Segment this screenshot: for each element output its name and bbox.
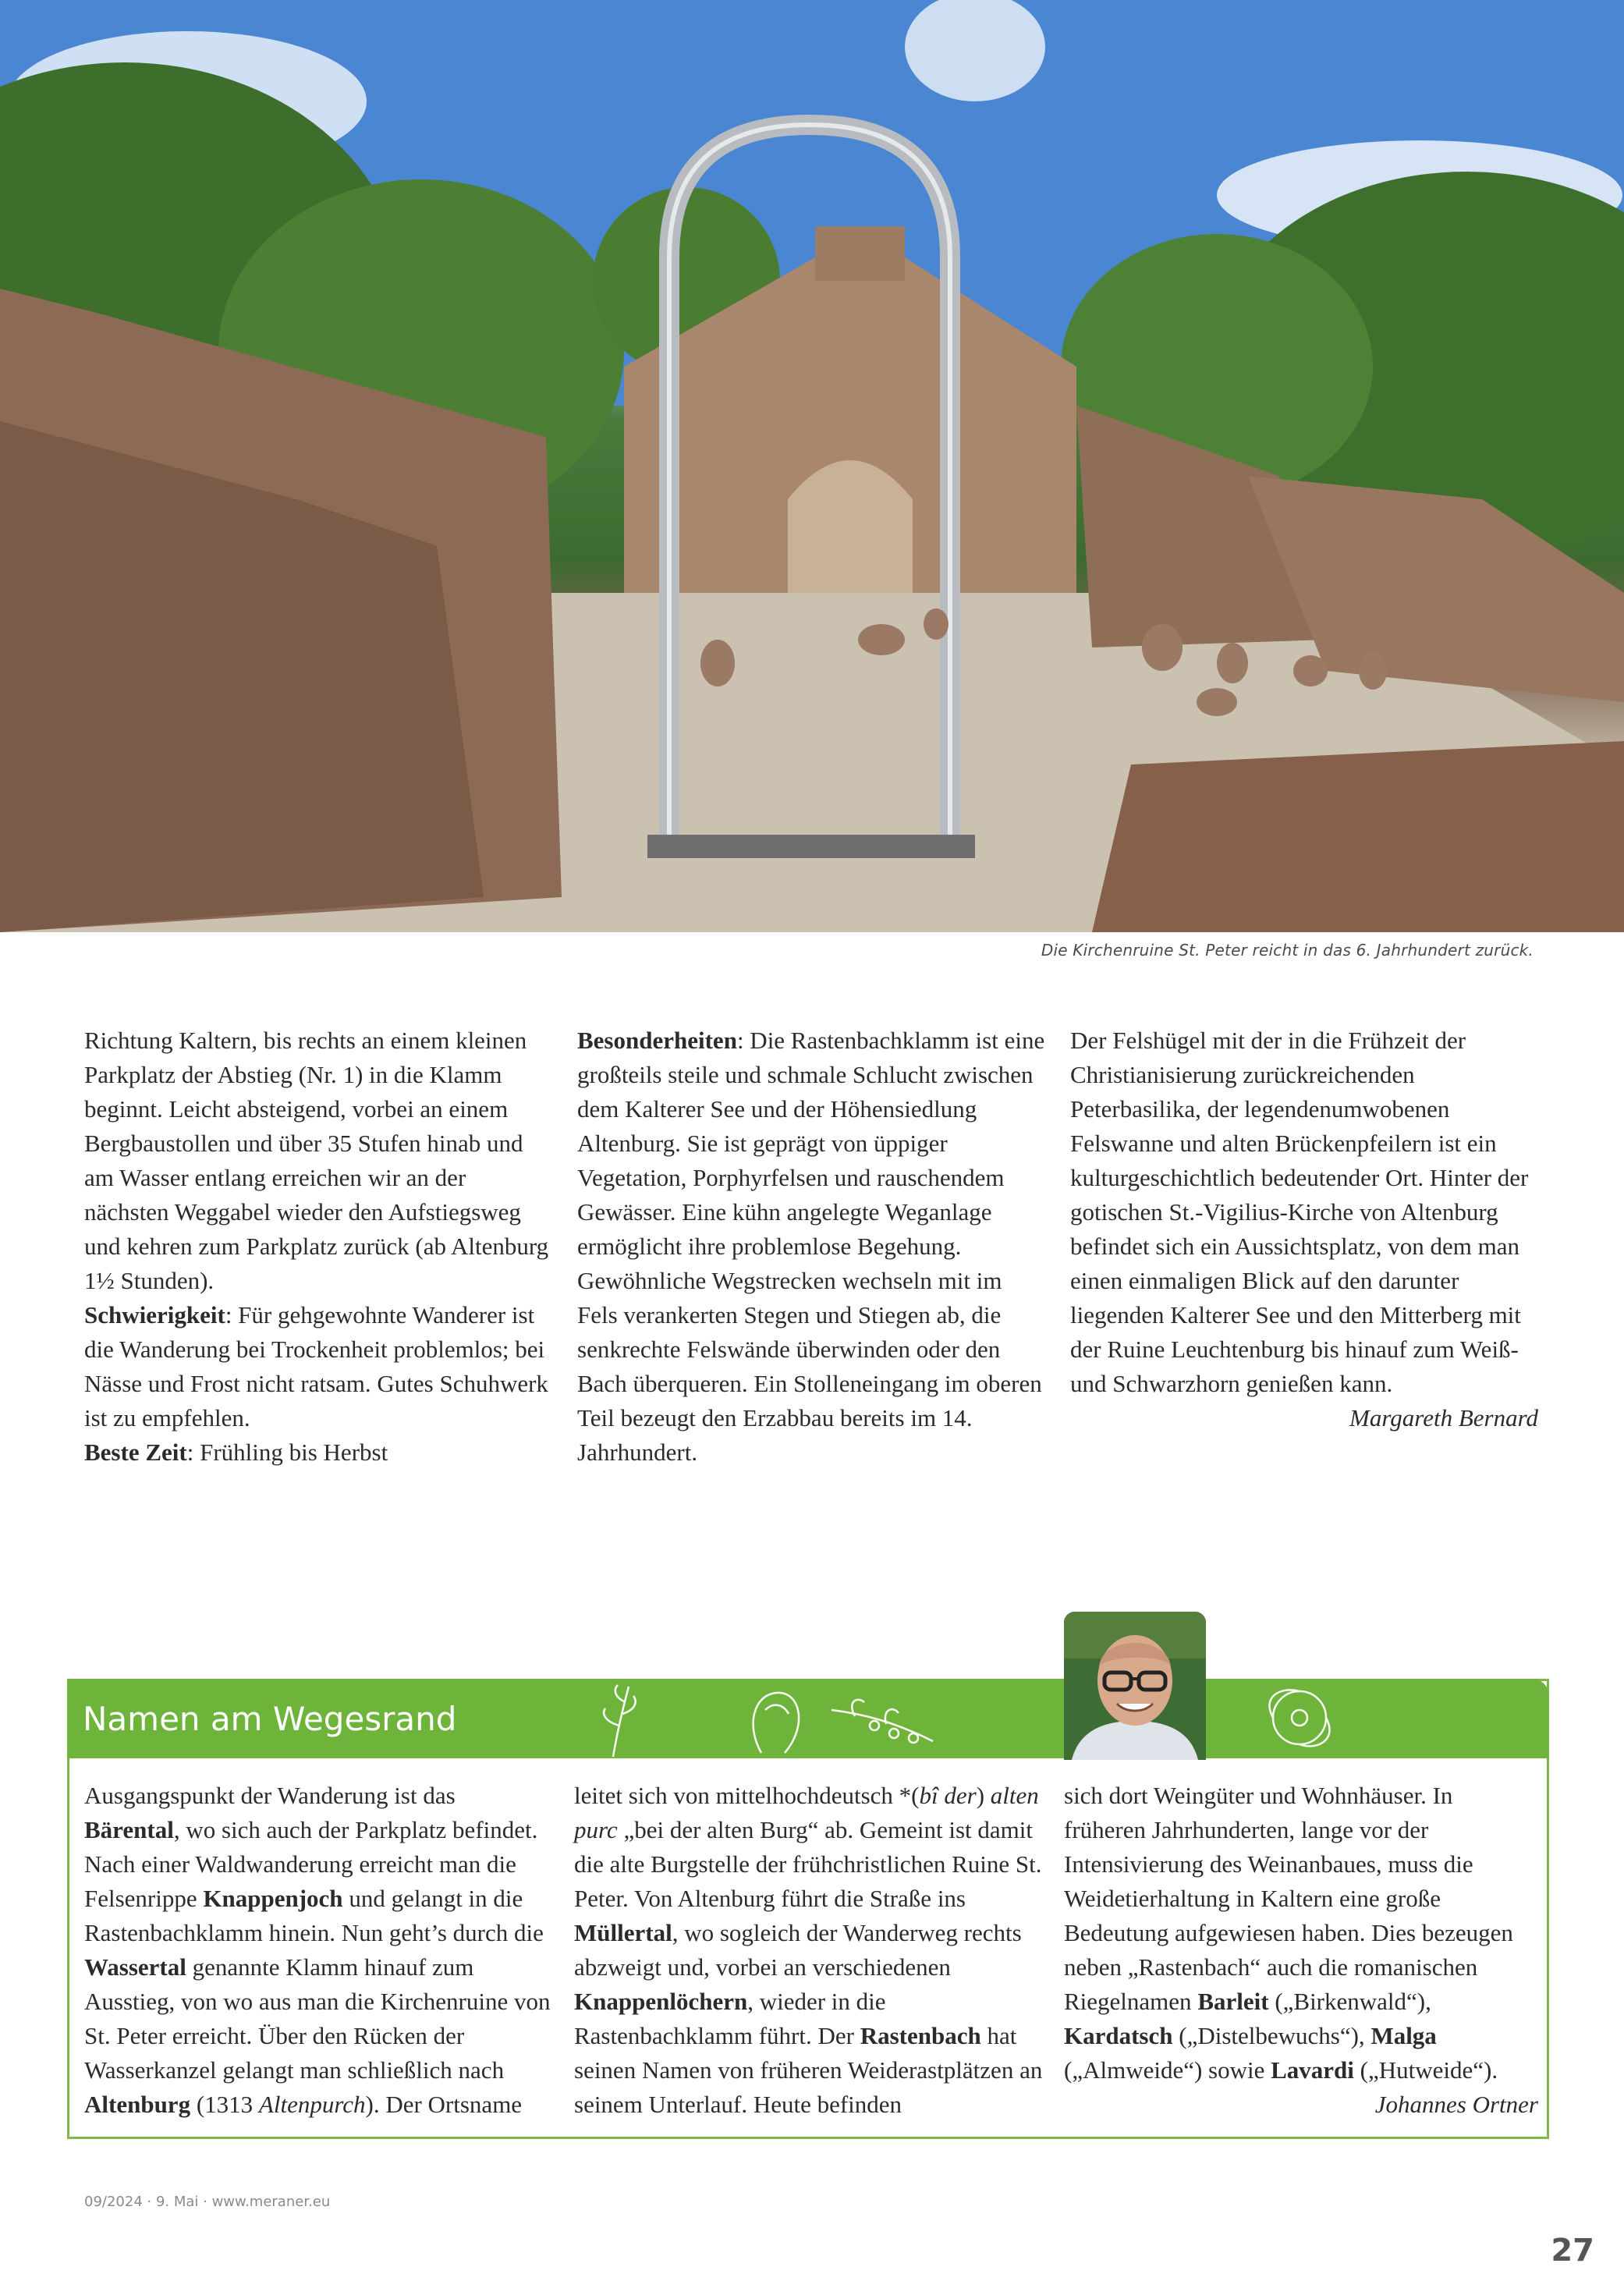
route-paragraph: Richtung Kaltern, bis rechts an einem kleinen Parkplatz der Abstieg (Nr. 1) in die Klamm beginnt. Leicht absteigend, vorbei an einem Bergbaustollen und über 35 Stufen hinab und am Wasser entlang erreichen wir an der nächsten Weggabel wieder den Aufstiegsweg und kehren zum Parkplatz zurück (ab Altenburg 1½ Stunden). bbox=[84, 1027, 549, 1294]
place-name-rastenbach: Rastenbach bbox=[860, 2022, 981, 2049]
text-run: hat seinen Namen von früheren Weiderastplätzen an seinem Unterlauf. Heute befinden bbox=[574, 2022, 1043, 2118]
text-run: und gelangt in die Rastenbachklamm hinein. Nun geht’s durch die bbox=[84, 1885, 544, 1946]
place-name-barleit: Barleit bbox=[1197, 1988, 1269, 2015]
best-time-text: : Frühling bis Herbst bbox=[186, 1438, 388, 1466]
box-col1-text bbox=[84, 1779, 552, 2122]
author-portrait bbox=[1064, 1612, 1206, 1760]
place-name-muellertal: Müllertal bbox=[574, 1919, 672, 1946]
names-box-title: Namen am Wegesrand bbox=[83, 1700, 457, 1738]
church-ruin-photo bbox=[0, 0, 1624, 932]
article-column-2 bbox=[577, 1023, 1045, 1470]
best-time-label: Beste Zeit bbox=[84, 1438, 187, 1466]
text-run: („Hutweide“). bbox=[1353, 2056, 1498, 2084]
place-name-malga: Malga bbox=[1370, 2022, 1437, 2049]
author-photo-icon bbox=[1064, 1612, 1206, 1760]
text-run: (1313 bbox=[190, 2091, 259, 2118]
text-run: („Distelbewuchs“), bbox=[1172, 2022, 1371, 2049]
text-run: („Birkenwald“), bbox=[1268, 1988, 1431, 2015]
text-run: , wieder in die Rastenbachklamm führt. Der bbox=[574, 1988, 886, 2049]
article-column-1 bbox=[84, 1023, 552, 1470]
etymology-term: bî der bbox=[919, 1782, 977, 1809]
text-run: leitet sich von mittelhochdeutsch *( bbox=[574, 1782, 920, 1809]
box-col3-text bbox=[1064, 1779, 1538, 2088]
place-name-lavardi: Lavardi bbox=[1271, 2056, 1354, 2084]
place-name-baerental: Bärental bbox=[84, 1816, 174, 1843]
church-ruin-illustration bbox=[0, 0, 1624, 932]
special-paragraph bbox=[577, 1023, 1045, 1470]
place-name-knappenloecher: Knappenlöchern bbox=[574, 1988, 748, 2015]
text-run: , wo sich auch der Parkplatz befindet. Nach einer Waldwanderung erreicht man die Felsenrippe bbox=[84, 1816, 538, 1912]
text-run: ). Der Ortsname bbox=[365, 2091, 523, 2118]
best-time-paragraph bbox=[84, 1435, 552, 1470]
place-name-kardatsch: Kardatsch bbox=[1064, 2022, 1173, 2049]
box-col2-text: leitet sich von mittelhochdeutsch *(bî der) alten purc „bei der alten Burg“ ab. Gemeint ist damit die alte Burgstelle der frühchristlichen Ruine St. Peter. Von Altenburg führt die Straße ins Müllertal, wo sogleich der Wanderweg rechts abzweigt und, vorbei an verschiedenen Knappenlöchern, wieder in die Rastenbachklamm führt. Der Rastenbach hat seinen Namen von früheren Weiderastplätzen an seinem Unterlauf. Heute befinden bbox=[574, 1782, 1043, 2118]
box-column-3 bbox=[1064, 1779, 1538, 2122]
difficulty-label: Schwierigkeit bbox=[84, 1301, 225, 1329]
special-label: Besonderheiten bbox=[577, 1027, 737, 1054]
page-number: 27 bbox=[1551, 2233, 1594, 2269]
difficulty-text: : Für gehgewohnte Wanderer ist die Wanderung bei Trockenheit problemlos; bei Nässe und Frost nicht ratsam. Gutes Schuhwerk ist zu empfehlen. bbox=[84, 1301, 548, 1431]
historic-name: Altenpurch bbox=[258, 2091, 366, 2118]
etymology-term: alten purc bbox=[574, 1782, 1039, 1843]
text-run: genannte Klamm hinauf zum Ausstieg, von wo aus man die Kirchenruine von St. Peter erreicht. Über den Rücken der Wasserkanzel gelangt man schließlich nach bbox=[84, 1953, 551, 2084]
text-run: „bei der alten Burg“ ab. Gemeint ist damit die alte Burgstelle der frühchristlichen Ruine St. Peter. Von Altenburg führt die Straße ins bbox=[574, 1816, 1042, 1912]
text-run: , wo sogleich der Wanderweg rechts abzweigt und, vorbei an verschiedenen bbox=[574, 1919, 1022, 1981]
issue-footer: 09/2024 · 9. Mai · www.meraner.eu bbox=[84, 2194, 331, 2210]
box-author: Johannes Ortner bbox=[1374, 2091, 1538, 2118]
difficulty-paragraph bbox=[84, 1298, 552, 1435]
photo-caption: Die Kirchenruine St. Peter reicht in das 6. Jahrhundert zurück. bbox=[1041, 941, 1534, 960]
article-column-3 bbox=[1070, 1023, 1538, 1435]
place-name-knappenjoch: Knappenjoch bbox=[203, 1885, 343, 1912]
place-name-wassertal: Wassertal bbox=[84, 1953, 186, 1981]
text-run: („Almweide“) sowie bbox=[1064, 2056, 1271, 2084]
place-name-altenburg: Altenburg bbox=[84, 2091, 191, 2118]
special-text: : Die Rastenbachklamm ist eine großteils steile und schmale Schlucht zwischen dem Kalterer See und der Höhensiedlung Altenburg. Sie ist geprägt von üppiger Vegetation, Porphyrfelsen und rauschendem Gewässer. Eine kühn angelegte Weganlage ermöglicht ihre problemlose Begehung. Gewöhnliche Wegstrecken wechseln mit im Fels verankerten Stegen und Stiegen ab, die senkrechte Felswände überwinden oder den Bach überqueren. Ein Stolleneingang im oberen Teil bezeugt den Erzabbau bereits im 14. Jahrhundert. bbox=[577, 1027, 1045, 1466]
box-column-1 bbox=[84, 1779, 552, 2122]
text-run: Ausgangspunkt der Wanderung ist das bbox=[84, 1782, 456, 1809]
box-column-2 bbox=[574, 1779, 1045, 2122]
text-run: sich dort Weingüter und Wohnhäuser. In früheren Jahrhunderten, lange vor der Intensivierung des Weinanbaues, muss die Weidetierhaltung in Kaltern eine große Bedeutung aufgewiesen haben. Dies bezeugen neben „Rastenbach“ auch die romanischen Riegelnamen bbox=[1064, 1782, 1513, 2015]
felshuegel-paragraph: Der Felshügel mit der in die Frühzeit der Christianisierung zurückreichenden Peterbasilika, der legendenumwobenen Felswanne und alten Brückenpfeilern ist ein kulturgeschichtlich bedeutender Ort. Hinter der gotischen St.-Vigilius-Kirche von Altenburg befindet sich ein Aussichtsplatz, von dem man einen einmaligen Blick auf den darunter liegenden Kalterer See und den Mitterberg mit der Ruine Leuchtenburg bis hinauf zum Weiß- und Schwarzhorn genießen kann. bbox=[1070, 1027, 1529, 1397]
article-author: Margareth Bernard bbox=[1349, 1404, 1538, 1431]
